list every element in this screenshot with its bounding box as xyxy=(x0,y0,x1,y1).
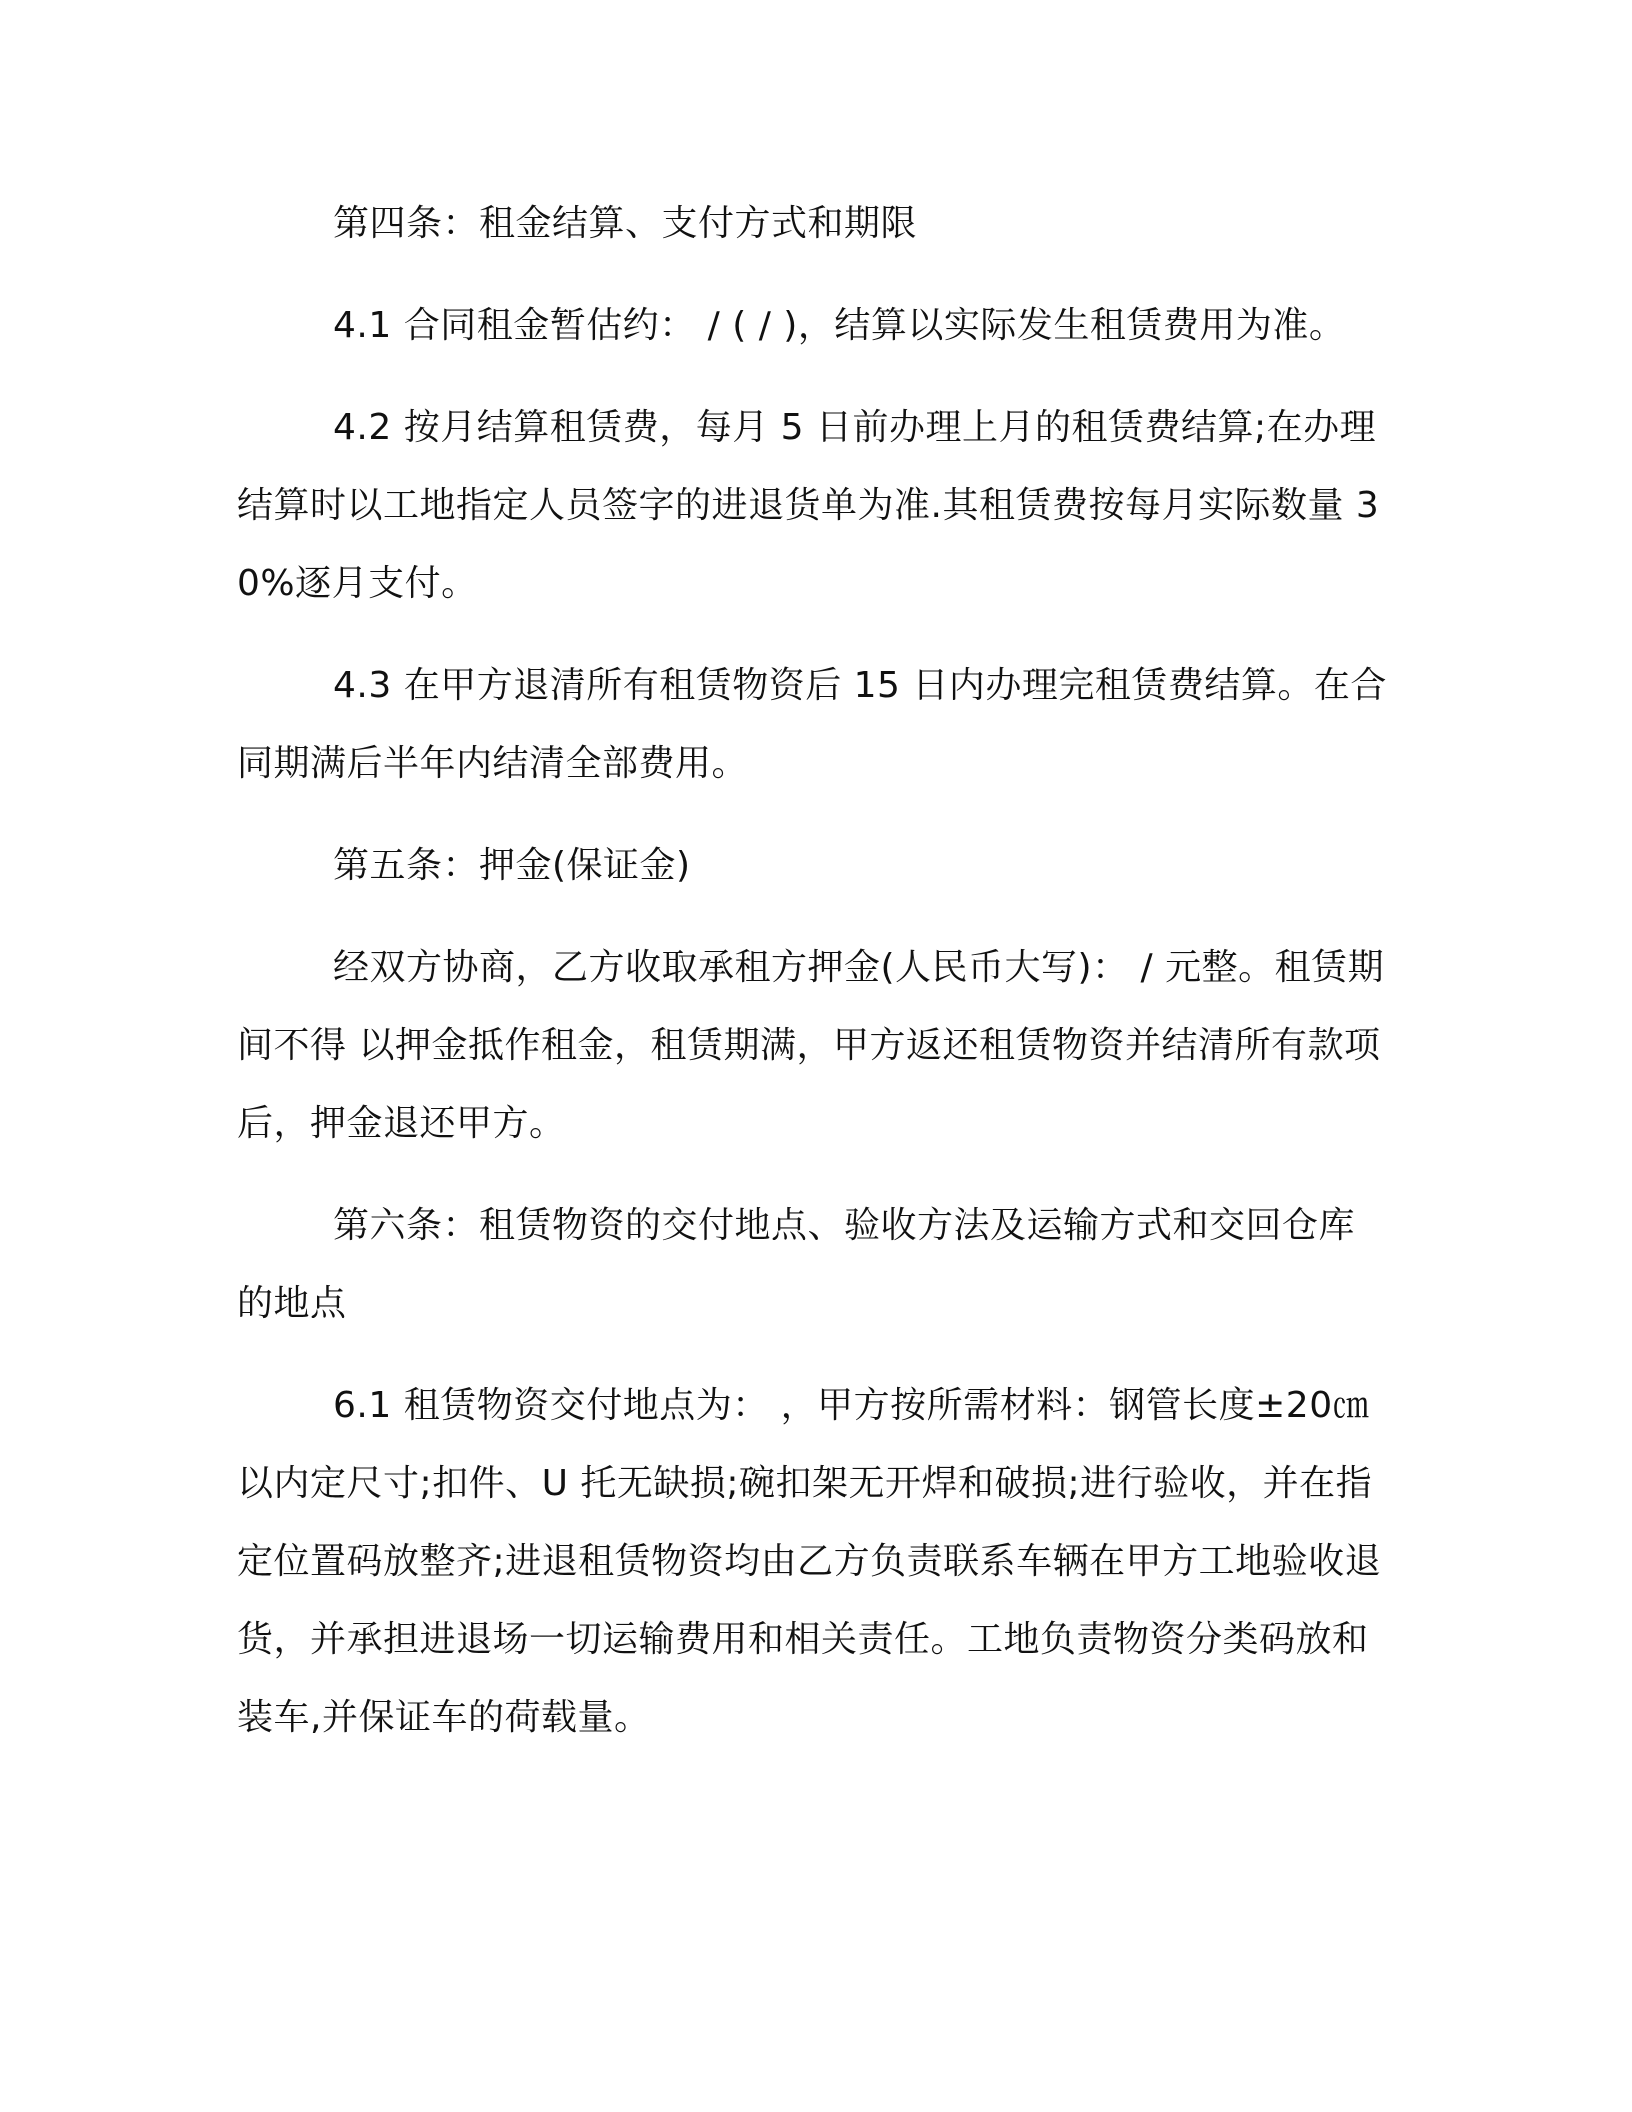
paragraph-gap xyxy=(237,365,1387,389)
article-5-heading: 第五条：押金(保证金) xyxy=(333,845,691,886)
paragraph-gap xyxy=(237,263,1387,287)
paragraph-gap xyxy=(237,623,1387,647)
document-body xyxy=(237,185,1387,1757)
clause-4-1: 4.1 合同租金暂估约： / ( / )，结算以实际发生租赁费用为准。 xyxy=(333,305,1346,346)
article-6-heading: 第六条：租赁物资的交付地点、验收方法及运输方式和交回仓库的地点 xyxy=(237,1205,1356,1324)
deposit-paragraph: 经双方协商，乙方收取承租方押金(人民币大写)： / 元整。租赁期间不得 以押金抵作租金，租赁期满，甲方返还租赁物资并结清所有款项后，押金退还甲方。 xyxy=(237,947,1385,1144)
clause-4-2: 4.2 按月结算租赁费，每月 5 日前办理上月的租赁费结算;在办理结算时以工地指定人员签字的进退货单为准.其租赁费按每月实际数量 30%逐月支付。 xyxy=(237,407,1380,604)
paragraph-gap xyxy=(237,905,1387,929)
article-4-heading: 第四条：租金结算、支付方式和期限 xyxy=(333,203,918,244)
paragraph-gap xyxy=(237,803,1387,827)
paragraph-gap xyxy=(237,1343,1387,1367)
clause-6-1: 6.1 租赁物资交付地点为： ，甲方按所需材料：钢管长度±20㎝以内定尺寸;扣件、U 托无缺损;碗扣架无开焊和破损;进行验收，并在指定位置码放整齐;进退租赁物资均由乙方负责联系车辆在甲方工地验收退货，并承担进退场一切运输费用和相关责任。工地负责物资分类码放和装车,并保证车的荷载量。 xyxy=(237,1385,1382,1738)
clause-4-3: 4.3 在甲方退清所有租赁物资后 15 日内办理完租赁费结算。在合同期满后半年内结清全部费用。 xyxy=(237,665,1387,784)
paragraph-gap xyxy=(237,1163,1387,1187)
